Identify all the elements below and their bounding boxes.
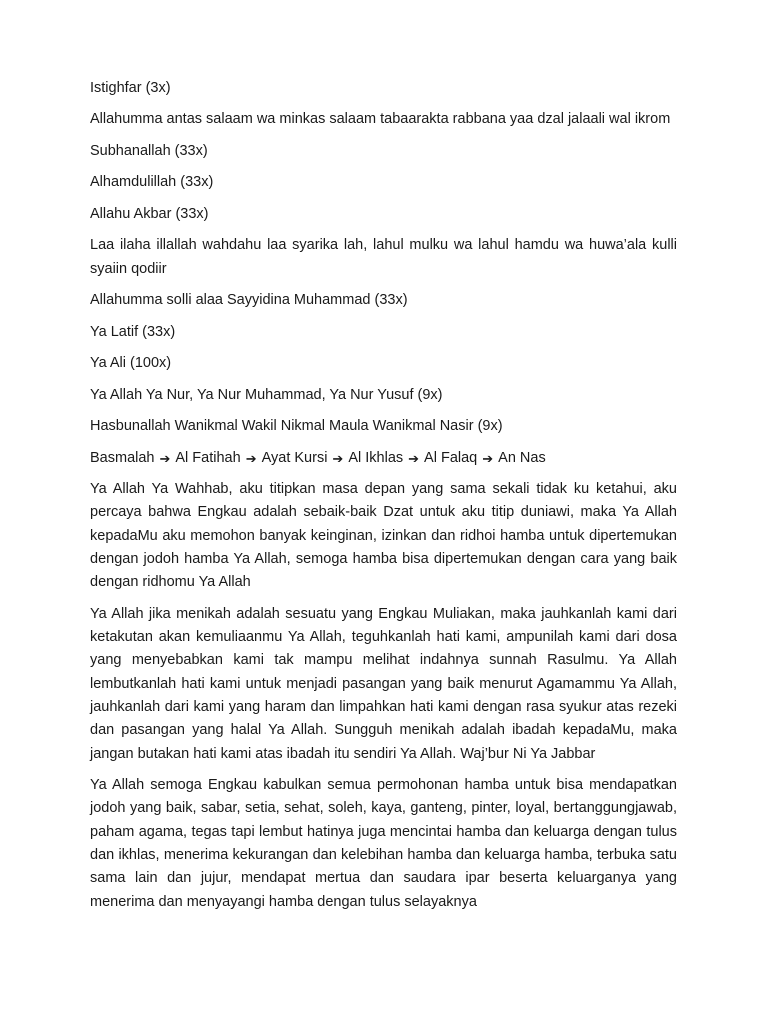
dhikr-paragraph: Allahumma solli alaa Sayyidina Muhammad (33x) — [90, 292, 408, 309]
paragraph-list-top — [90, 77, 677, 438]
dhikr-paragraph: Alhamdulillah (33x) — [90, 174, 214, 191]
arrow-right-icon: ➔ — [332, 450, 344, 466]
paragraph-list-bottom — [90, 478, 677, 914]
dhikr-paragraph: Allahumma antas salaam wa minkas salaam tabaarakta rabbana yaa dzal jalaali wal ikrom — [90, 111, 671, 128]
dhikr-paragraph: Ya Allah Ya Nur, Ya Nur Muhammad, Ya Nur Yusuf (9x) — [90, 386, 443, 403]
dhikr-paragraph: Istighfar (3x) — [90, 80, 171, 96]
arrow-right-icon: ➔ — [245, 450, 257, 466]
sequence-item: An Nas — [498, 449, 546, 466]
sequence-item: Al Falaq — [424, 449, 478, 466]
arrow-right-icon: ➔ — [482, 450, 494, 466]
prayer-paragraph: Ya Allah jika menikah adalah sesuatu yang Engkau Muliakan, maka jauhkanlah kami dari ketakutan akan kemuliaanmu Ya Allah, teguhkanlah hati kami, ampunilah kami dari dosa yang menyebabkan kami tak mampu melihat indahnya sunnah Rasulmu. Ya Allah lembutkanlah hati kami untuk menjadi pasangan yang baik menurut Agamammu Ya Allah, jauhkanlah dari kami yang haram dan limpahkan hati kami dengan rasa syukur atas rezeki dan pasangan yang halal Ya Allah. Sungguh menikah adalah ibadah kepadaMu, maka jangan butakan hati kami atas ibadah itu sendiri Ya Allah. Waj’bur Ni Ya Jabbar — [90, 605, 677, 762]
dhikr-paragraph: Allahu Akbar (33x) — [90, 205, 209, 222]
document-page — [90, 77, 677, 922]
sequence-item: Al Fatihah — [175, 449, 241, 466]
prayer-paragraph: Ya Allah semoga Engkau kabulkan semua permohonan hamba untuk bisa mendapatkan jodoh yang baik, sabar, setia, sehat, soleh, kaya, ganteng, pinter, loyal, bertanggungjawab, paham agama, tegas tapi lembut hatinya juga mencintai hamba dan keluarga dengan tulus dan ikhlas, menerima kekurangan dan kelebihan hamba dan keluarga hamba, terbuka satu sama lain dan jujur, mendapat mertua dan saudara ipar beserta keluarganya yang menerima dan menyayangi hamba dengan tulus selayaknya — [90, 777, 677, 910]
arrow-right-icon: ➔ — [408, 450, 420, 466]
dhikr-paragraph: Ya Ali (100x) — [90, 355, 172, 372]
sequence-item: Al Ikhlas — [348, 449, 404, 466]
surah-sequence — [90, 447, 677, 470]
dhikr-paragraph: Ya Latif (33x) — [90, 323, 176, 340]
dhikr-paragraph: Subhanallah (33x) — [90, 142, 208, 159]
prayer-paragraph: Ya Allah Ya Wahhab, aku titipkan masa depan yang sama sekali tidak ku ketahui, aku percaya bahwa Engkau adalah sebaik-baik Dzat untuk aku titip duniawi, maka Ya Allah kepadaMu aku memohon banyak keinginan, izinkan dan ridhoi hamba untuk dipertemukan dengan jodoh hamba Ya Allah, semoga hamba bisa dipertemukan dengan cara yang baik dengan ridhomu Ya Allah — [90, 481, 677, 591]
dhikr-paragraph: Hasbunallah Wanikmal Wakil Nikmal Maula Wanikmal Nasir (9x) — [90, 418, 503, 435]
arrow-right-icon: ➔ — [159, 450, 171, 466]
sequence-item: Basmalah — [90, 449, 155, 466]
sequence-item: Ayat Kursi — [261, 449, 328, 466]
dhikr-paragraph: Laa ilaha illallah wahdahu laa syarika lah, lahul mulku wa lahul hamdu wa huwa’ala kulli syaiin qodiir — [90, 237, 677, 277]
